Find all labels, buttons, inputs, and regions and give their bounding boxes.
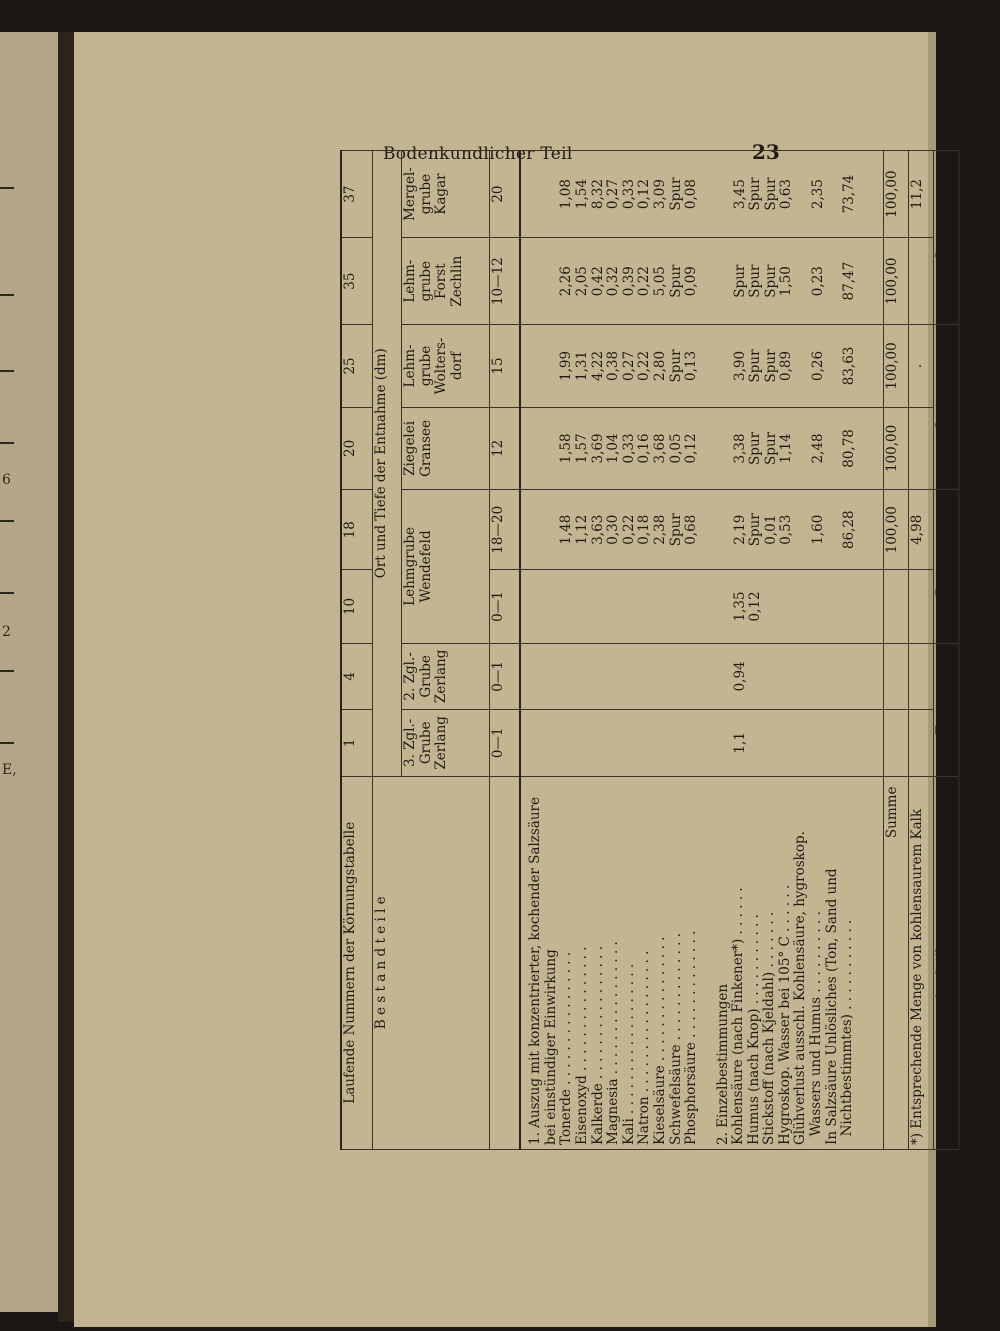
group1-col-10: [520, 570, 708, 643]
kalk-footnote-label: *) Entsprechende Menge von kohlensaurem Kalk: [909, 776, 934, 1149]
ort-tiefe-header: Ort und Tiefe der Entnahme (dm): [372, 151, 401, 777]
group2-col-4: 0,94: [709, 643, 884, 709]
left-page-rule: [0, 520, 14, 522]
group1-rows: Tonerde . . . . . . . . . . . . . . . . Eisenoxyd . . . . . . . . . . . . . . . Kalkerde . . . . . . . . . . . . . . . . Magnesia . . . . . . . . . . . . . . . . Kali . . . . . . . . . . . . . . . . . . Natron . . . . . . . . . . . . . . . . . Kieselsäure . . . . . . . . . . . . . . . Schwefelsäure . . . . . . . . . . . . . Phosphorsäure . . . . . . . . . . . . .: [558, 930, 700, 1145]
kalk-18: 4,98: [909, 490, 934, 570]
place-gransee: Ziegelei Gransee: [402, 407, 490, 489]
left-page-rule: [0, 670, 14, 672]
depth-25: 15: [489, 325, 520, 407]
place-kagar: Mergel- grube Kagar: [402, 151, 490, 238]
depth-35: 10—12: [489, 238, 520, 325]
book-gutter: [58, 32, 74, 1322]
group1-col-37: 1,08 1,54 8,32 0,27 0,33 0,12 3,09 Spur 0,08: [520, 151, 708, 238]
group1-col-18: 1,48 1,12 3,63 0,30 0,22 0,18 2,38 Spur 0,68: [520, 490, 708, 570]
group1-col-35: 2,26 2,05 0,42 0,32 0,39 0,22 5,05 Spur 0,09: [520, 238, 708, 325]
left-page-text: E,: [2, 762, 17, 778]
group2-col-18: 2,19 Spur 0,01 0,53 1,60 86,28: [709, 490, 884, 570]
left-page-number: 6: [2, 472, 11, 488]
depth-4: 0—1: [489, 643, 520, 709]
group1-title: 1. Auszug mit konzentrierter, kochender Salzsäure bei einstündiger Einwirkung: [527, 797, 559, 1145]
place-wendefeld: Lehmgrube Wendefeld: [402, 490, 490, 644]
place-zerlang-2: 2. Zgl.- Grube Zerlang: [402, 643, 490, 709]
col-number-18: 18: [341, 490, 372, 570]
depth-10: 0—1: [489, 570, 520, 643]
left-page-rule: [0, 592, 14, 594]
col-number-37: 37: [341, 151, 372, 238]
summe-35: 100,00: [884, 238, 909, 325]
left-page-rule: [0, 370, 14, 372]
depth-37: 20: [489, 151, 520, 238]
kalk-4: [909, 643, 934, 709]
summe-20: 100,00: [884, 407, 909, 489]
group2-col-37: 3,45 Spur Spur 0,63 2,35 73,74: [709, 151, 884, 238]
depth-18: 18—20: [489, 490, 520, 570]
group2-title: 2. Einzelbestimmungen: [714, 983, 731, 1145]
analytiker-label: Analytiker:: [934, 776, 959, 1149]
summe-4: [884, 643, 909, 709]
group2-col-1: 1,1: [709, 710, 884, 776]
group1-col-25: 1,99 1,31 4,22 0,38 0,27 0,22 2,80 Spur 0,13: [520, 325, 708, 407]
analysis-table: [340, 150, 960, 1150]
kalk-37: 11,2: [909, 151, 934, 238]
depth-header-blank: [489, 776, 520, 1149]
bestandteile-label: B e s t a n d t e i l e: [372, 776, 489, 1149]
place-zerlang-3: 3. Zgl.- Grube Zerlang: [402, 710, 490, 776]
summe-18: 100,00: [884, 490, 909, 570]
left-page-rule: [0, 294, 14, 296]
group2-col-25: 3,90 Spur Spur 0,89 0,26 83,63: [709, 325, 884, 407]
kalk-20: [909, 407, 934, 489]
summe-37: 100,00: [884, 151, 909, 238]
group2-col-35: Spur Spur Spur 1,50 0,23 87,47: [709, 238, 884, 325]
running-head: Bodenkundlicher Teil: [383, 144, 573, 164]
group1-col-4: [520, 643, 708, 709]
summe-10: [884, 570, 909, 643]
col-number-25: 25: [341, 325, 372, 407]
analyst-tuchel: Tuchel: [934, 643, 959, 776]
group2-cell: [709, 776, 884, 1149]
col-number-10: 10: [341, 570, 372, 643]
group1-col-20: 1,58 1,57 3,69 1,04 0,33 0,16 3,68 0,05 0,12: [520, 407, 708, 489]
group2-col-10: 1,35 0,12: [709, 570, 884, 643]
summe-25: 100,00: [884, 325, 909, 407]
col-number-35: 35: [341, 238, 372, 325]
page-number: 23: [752, 140, 780, 164]
left-page-rule: [0, 442, 14, 444]
analyst-laage: Laage: [934, 151, 959, 325]
left-page-rule: [0, 187, 14, 189]
kalk-25: .: [909, 325, 934, 407]
analyst-pfeiffer: Pfeiffer: [934, 490, 959, 644]
group1-col-1: [520, 710, 708, 776]
group2-col-20: 3,38 Spur Spur 1,14 2,48 80,78: [709, 407, 884, 489]
left-page-rule: [0, 742, 14, 744]
group1-cell: [520, 776, 708, 1149]
place-forst-zechlin: Lehm- grube Forst Zechlin: [402, 238, 490, 325]
col-number-1: 1: [341, 710, 372, 776]
col-number-4: 4: [341, 643, 372, 709]
kalk-1: [909, 710, 934, 776]
place-woltersdorf: Lehm- grube Wolters- dorf: [402, 325, 490, 407]
depth-20: 12: [489, 407, 520, 489]
left-page-edge: [0, 32, 58, 1312]
group2-rows: Kohlensäure (nach Finkener*) . . . . . . Humus (nach Knop) . . . . . . . . . . . Stickstoff (nach Kjeldahl) . . . . . . . Hygroskop. Wasser bei 105° C . . . . . . Glühverlust ausschl. Kohlensäure, hygroskop. Wassers und Humus . . . . . . . . . . In Salzsäure Unlösliches (Ton, Sand und Nichtbestimmtes) . . . . . . . . . . .: [730, 831, 856, 1145]
left-page-number: 2: [2, 624, 11, 640]
col-number-20: 20: [341, 407, 372, 489]
summe-1: [884, 710, 909, 776]
kalk-35: [909, 238, 934, 325]
col-header-label: Laufende Nummern der Körnungstabelle: [341, 776, 372, 1149]
kalk-10: [909, 570, 934, 643]
summe-label: Summe: [884, 776, 909, 1149]
depth-1: 0—1: [489, 710, 520, 776]
analyst-loebe: Loebe: [934, 325, 959, 490]
